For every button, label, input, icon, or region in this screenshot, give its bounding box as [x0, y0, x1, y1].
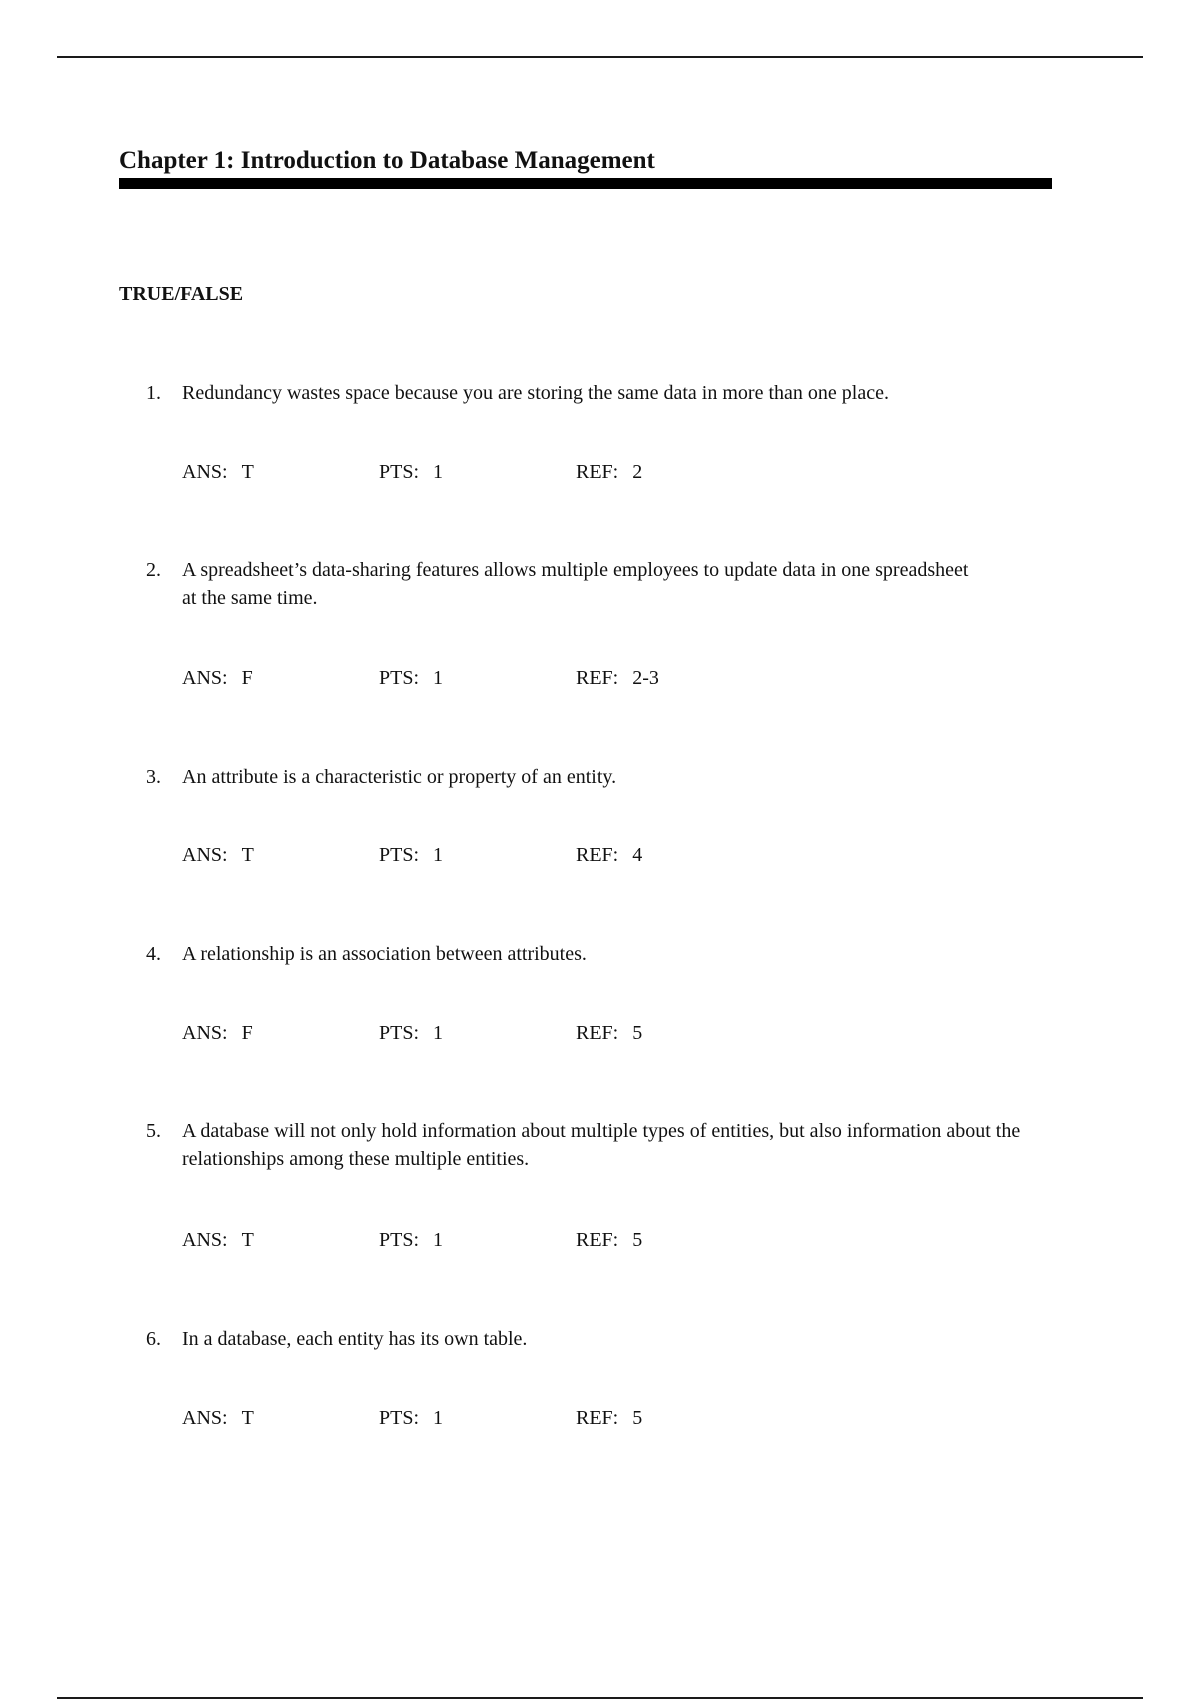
- question-number: 6.: [146, 1328, 161, 1350]
- reference-label: REF:: [576, 1022, 619, 1044]
- reference-value: 2: [632, 461, 643, 483]
- points-label: PTS:: [379, 1407, 420, 1429]
- answer-field: [182, 664, 253, 692]
- reference-label: REF:: [576, 667, 619, 689]
- points-field: [379, 458, 443, 486]
- answer-label: ANS:: [182, 1229, 228, 1251]
- answer-value: T: [241, 461, 254, 483]
- page-bottom-rule: [57, 1697, 1143, 1699]
- reference-value: 5: [632, 1229, 643, 1251]
- question-text: A relationship is an association between attributes.: [182, 943, 587, 965]
- chapter-title-bar: [119, 178, 1052, 189]
- points-field: [379, 1226, 443, 1254]
- question-number: 2.: [146, 559, 161, 581]
- answer-value: T: [241, 1407, 254, 1429]
- reference-value: 5: [632, 1022, 643, 1044]
- reference-label: REF:: [576, 844, 619, 866]
- points-label: PTS:: [379, 1229, 420, 1251]
- answer-value: F: [241, 667, 253, 689]
- reference-field: [576, 458, 642, 486]
- points-value: 1: [433, 1022, 444, 1044]
- answer-field: [182, 1019, 253, 1047]
- answer-field: [182, 1404, 254, 1432]
- points-value: 1: [433, 844, 444, 866]
- question-text: Redundancy wastes space because you are storing the same data in more than one place.: [182, 382, 889, 404]
- reference-label: REF:: [576, 1229, 619, 1251]
- answer-field: [182, 458, 254, 486]
- answer-value: T: [241, 844, 254, 866]
- reference-field: [576, 841, 642, 869]
- answer-label: ANS:: [182, 461, 228, 483]
- answer-label: ANS:: [182, 1022, 228, 1044]
- answer-value: T: [241, 1229, 254, 1251]
- answer-field: [182, 1226, 254, 1254]
- points-value: 1: [433, 667, 444, 689]
- points-field: [379, 1019, 443, 1047]
- points-label: PTS:: [379, 667, 420, 689]
- reference-value: 2-3: [632, 667, 659, 689]
- points-field: [379, 841, 443, 869]
- answer-field: [182, 841, 254, 869]
- reference-value: 5: [632, 1407, 643, 1429]
- reference-value: 4: [632, 844, 643, 866]
- question-number: 4.: [146, 943, 161, 965]
- question-text: A database will not only hold information about multiple types of entities, but also information about the relationships among these multiple entities.: [182, 1120, 1021, 1170]
- points-value: 1: [433, 1229, 444, 1251]
- points-label: PTS:: [379, 844, 420, 866]
- question-text: In a database, each entity has its own table.: [182, 1328, 528, 1350]
- answer-label: ANS:: [182, 844, 228, 866]
- question-number: 1.: [146, 382, 161, 404]
- reference-field: [576, 1019, 642, 1047]
- page-top-rule: [57, 56, 1143, 58]
- points-value: 1: [433, 1407, 444, 1429]
- question-text: A spreadsheet’s data-sharing features allows multiple employees to update data in one spreadsheet at the same time.: [182, 559, 969, 609]
- reference-label: REF:: [576, 1407, 619, 1429]
- section-heading: TRUE/FALSE: [119, 283, 244, 305]
- reference-field: [576, 664, 659, 692]
- points-field: [379, 664, 443, 692]
- answer-label: ANS:: [182, 667, 228, 689]
- points-value: 1: [433, 461, 444, 483]
- question-number: 3.: [146, 766, 161, 788]
- chapter-title: Chapter 1: Introduction to Database Management: [119, 147, 655, 174]
- question-text: An attribute is a characteristic or property of an entity.: [182, 766, 617, 788]
- reference-field: [576, 1226, 642, 1254]
- answer-label: ANS:: [182, 1407, 228, 1429]
- points-field: [379, 1404, 443, 1432]
- reference-field: [576, 1404, 642, 1432]
- points-label: PTS:: [379, 1022, 420, 1044]
- question-number: 5.: [146, 1120, 161, 1142]
- points-label: PTS:: [379, 461, 420, 483]
- answer-value: F: [241, 1022, 253, 1044]
- reference-label: REF:: [576, 461, 619, 483]
